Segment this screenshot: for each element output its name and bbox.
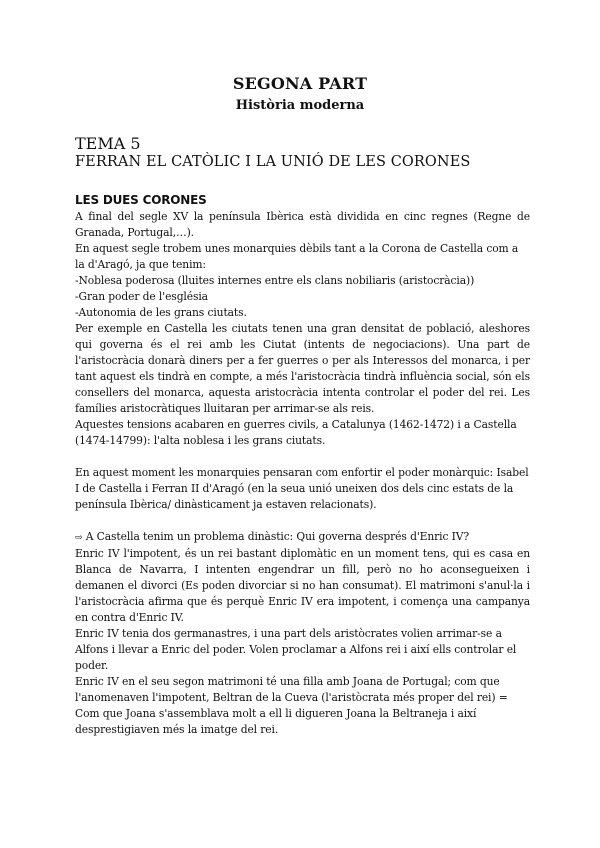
paragraph-monarchic-power: En aquest moment les monarquies pensaran com enfortir el poder monàrquic: Isabel I de Castella i Ferran II d'Aragó (en la seua unió uneixen dos dels cinc estats de la península Ibèrica/ dinàsticament ja estaven relacionats). (75, 466, 529, 511)
tema-title: FERRAN EL CATÒLIC I LA UNIÓ DE LES CORONES (75, 154, 471, 170)
part-title: SEGONA PART (232, 74, 368, 93)
paragraph-civil-wars: Aquestes tensions acabaren en guerres civils, a Catalunya (1462-1472) i a Castella (1474-14799): l'alta noblesa i les grans ciutats. (75, 418, 517, 447)
tema-number: TEMA 5 (75, 134, 141, 153)
section-heading: LES DUES CORONES (75, 193, 207, 207)
paragraph-spacer (75, 449, 530, 465)
paragraph-half-brothers: Enric IV tenia dos germanastres, i una part dels aristòcrates volien arrimar-se a Alfons i llevar a Enric del poder. Volen proclamar a Alfons rei i així ells controlar el poder. (75, 627, 517, 672)
paragraph-monarchies: En aquest segle trobem unes monarquies dèbils tant a la Corona de Castella com a la d'Aragó, ja que tenim: (75, 242, 519, 271)
paragraph-enric-iv: Enric IV l'impotent, és un rei bastant diplomàtic en un moment tens, qui es casa en Blanca de Navarra, I intenten engendrar un fill, però no ho aconsegueixen i demanen el divorci (Es poden divorciar si no han consumat). El matrimoni s'anul·la i l'aristocràcia afirma que és perquè Enric IV era impotent, i comença una campanya en contra d'Enric IV. (75, 547, 530, 624)
list-item: -Autonomia de les grans ciutats. (75, 306, 247, 319)
paragraph-intro: A final del segle XV la península Ibèrica està dividida en cinc regnes (Regne de Granada, Portugal,…). (75, 210, 530, 239)
arrow-bullet-icon: ⇨ (75, 533, 83, 543)
paragraph-dynastic-question (75, 529, 530, 546)
list-item: -Gran poder de l'església (75, 290, 208, 303)
part-subtitle: Història moderna (235, 98, 365, 113)
paragraph-castella-example: Per exemple en Castella les ciutats tenen una gran densitat de població, aleshores qui governa és el rei amb les Ciutat (intents de negociacions). Una part de l'aristocràcia donarà diners per a fer guerres o per als Interessos del monarca, i per tant aquest els tindrà en compte, a més l'aristocràcia tindrà influència social, són els consellers del monarca, aquesta aristocràcia intenta controlar el poder del rei. Les famílies aristocràtiques lluitaran per arrimar-se als reis. (75, 322, 530, 415)
list-item: -Noblesa poderosa (lluites internes entre els clans nobiliaris (aristocràcia)) (75, 274, 475, 287)
paragraph-second-marriage: Enric IV en el seu segon matrimoni té una filla amb Joana de Portugal; com que l'anomenaven l'impotent, Beltran de la Cueva (l'aristòcrata més proper del rei) = Com que Joana s'assemblava molt a ell li digueren Joana la Beltraneja i així desprestigiaven més la imatge del rei. (75, 675, 508, 736)
dynastic-question-text: A Castella tenim un problema dinàstic: Qui governa després d'Enric IV? (82, 530, 470, 543)
body-text (75, 209, 530, 738)
paragraph-spacer (75, 513, 530, 529)
